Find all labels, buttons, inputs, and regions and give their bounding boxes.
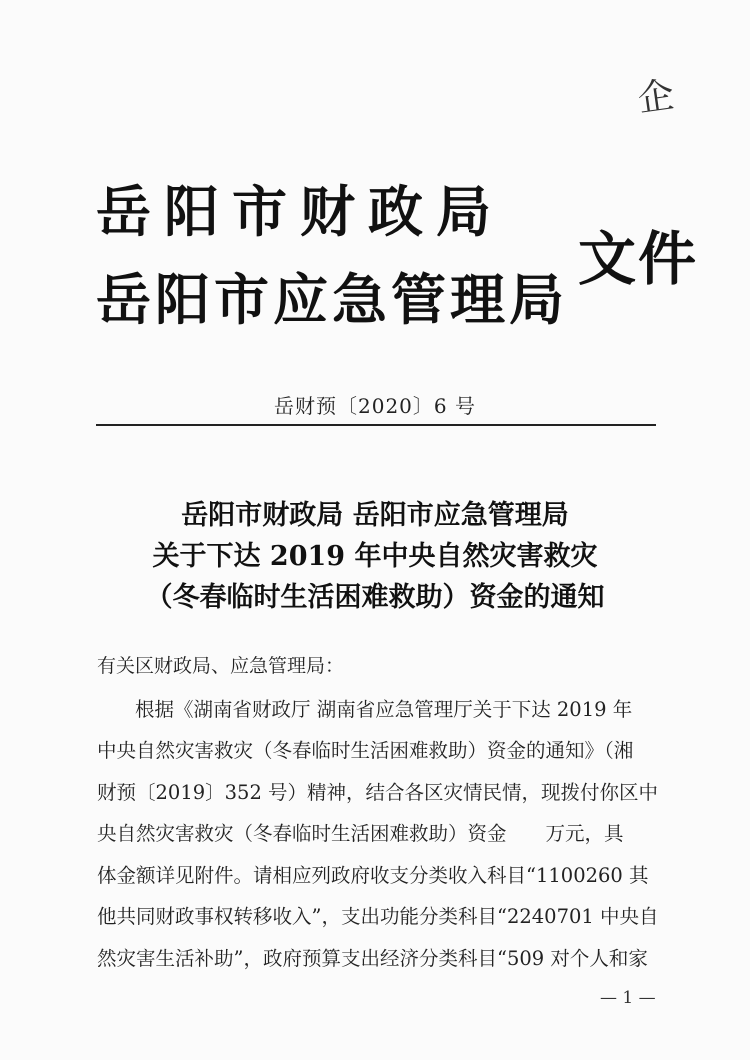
body-text-line: 体金额详见附件。请相应列政府收支分类收入科目“1100260 其 bbox=[97, 864, 649, 887]
addressee: 有关区财政局、应急管理局： bbox=[97, 655, 345, 677]
page-number: — 1 — bbox=[600, 988, 656, 1008]
handwritten-annotation: 企 bbox=[635, 74, 677, 121]
notice-title-line-1: 岳阳市财政局 岳阳市应急管理局 bbox=[181, 500, 569, 531]
body-text-line: 他共同财政事权转移收入”，支出功能分类科目“2240701 中央自 bbox=[97, 905, 659, 928]
body-text-line: 根据《湖南省财政厅 湖南省应急管理厅关于下达 2019 年 bbox=[135, 698, 633, 721]
header-divider bbox=[96, 424, 656, 426]
body-text-line: 然灾害生活补助”，政府预算支出经济分类科目“509 对个人和家 bbox=[97, 947, 648, 970]
notice-title-line-3: （冬春临时生活困难救助）资金的通知 bbox=[145, 582, 605, 613]
issuing-agency-emergency: 岳阳市应急管理局 bbox=[96, 267, 569, 332]
body-text-line: 财预〔2019〕352 号）精神，结合各区灾情民情，现拨付你区中 bbox=[97, 781, 659, 804]
document-number: 岳财预〔2020〕6 号 bbox=[274, 394, 476, 418]
notice-title-line-2: 关于下达 2019 年中央自然灾害救灾 bbox=[152, 541, 598, 572]
document-label: 文件 bbox=[578, 225, 699, 293]
body-text-line: 中央自然灾害救灾（冬春临时生活困难救助）资金的通知》（湘 bbox=[97, 739, 634, 762]
body-text-line: 央自然灾害救灾（冬春临时生活困难救助）资金 万元，具 bbox=[97, 822, 624, 845]
issuing-agency-finance: 岳阳市财政局 bbox=[96, 179, 505, 244]
